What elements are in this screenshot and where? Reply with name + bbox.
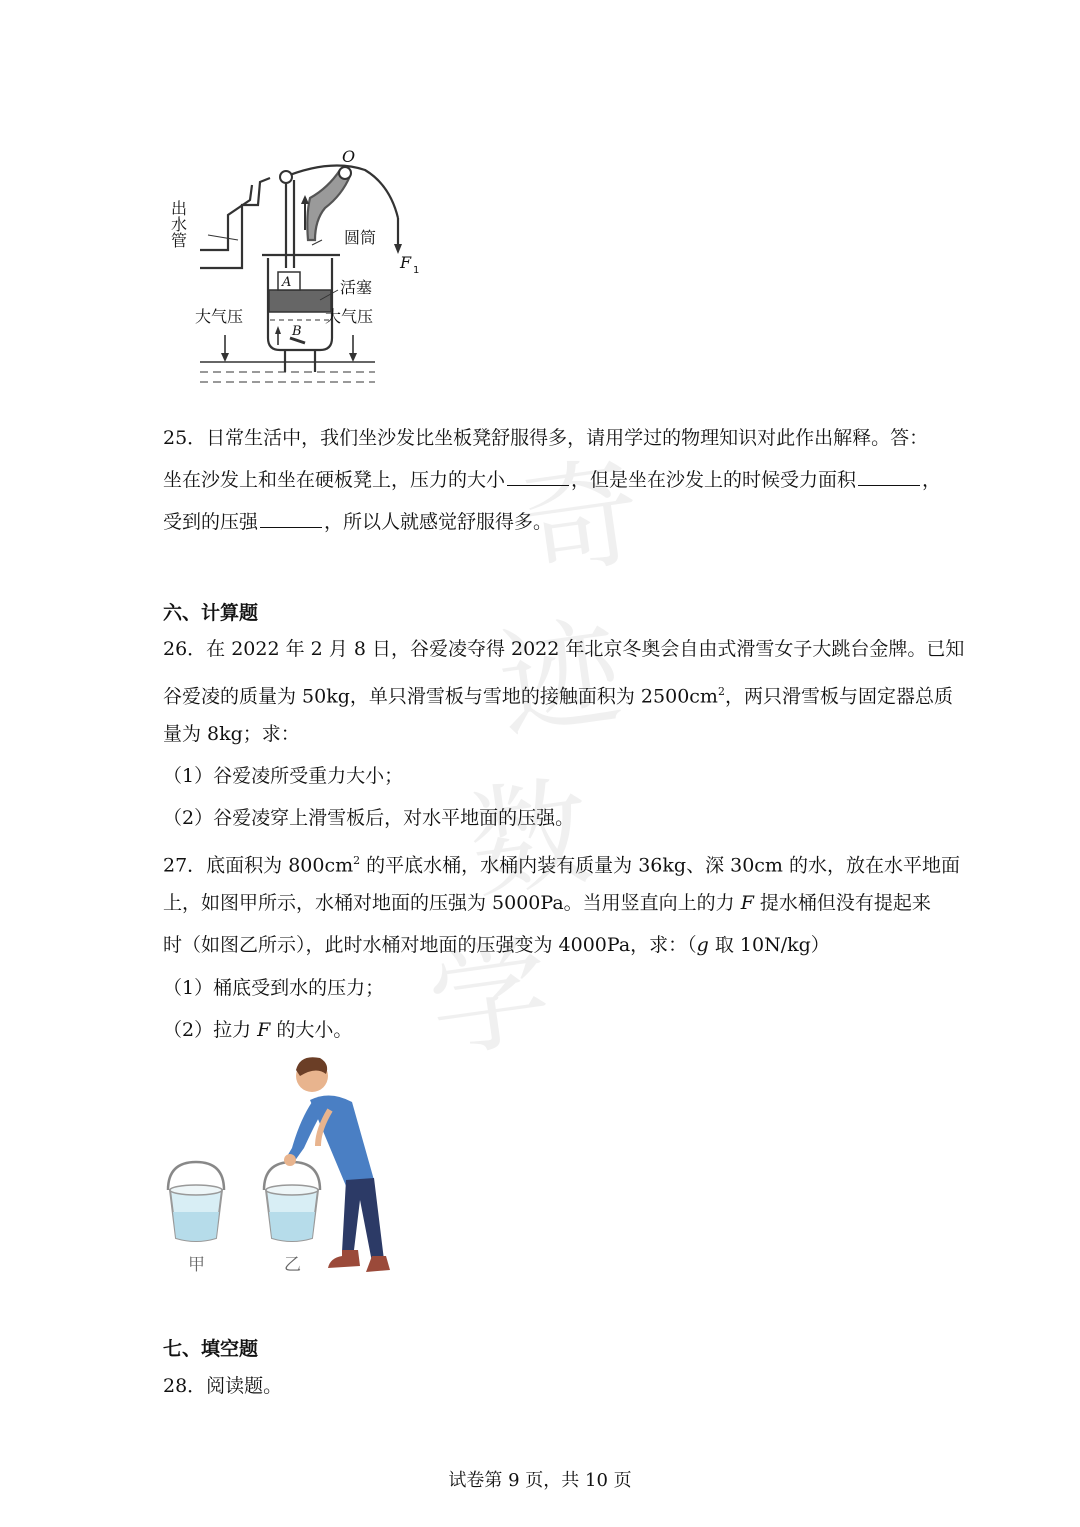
label-valve-a: A [282, 275, 292, 290]
q27-sub-2-var-f: F [257, 1019, 271, 1041]
q26-line-1: 26．在 2022 年 2 月 8 日，谷爱凌夺得 2022 年北京冬奥会自由式滑雪女子大跳台金牌。已知 [163, 638, 965, 660]
q25-line-3-part-a: 受到的压强 [163, 511, 259, 533]
q26-line-2 [163, 680, 953, 708]
label-pivot-o: O [342, 147, 356, 166]
q27-line-3-part-a: 时（如图乙所示），此时水桶对地面的压强变为 4000Pa，求：（ [163, 934, 697, 956]
label-force-sub: 1 [413, 265, 420, 276]
bucket-b [264, 1162, 320, 1241]
q27-line-1-part-b: 的平底水桶，水桶内装有质量为 36kg、深 30cm 的水，放在水平地面 [360, 854, 960, 877]
q25-line-2-part-c: ， [922, 469, 942, 491]
label-valve-b: B [292, 324, 302, 339]
q27-line-2 [163, 891, 931, 915]
q26-sub-1: （1）谷爱凌所受重力大小； [163, 765, 404, 787]
q27-sub-2 [163, 1018, 352, 1042]
section-6-title: 六、计算题 [163, 602, 259, 624]
q27-sub-2-part-a: （2）拉力 [163, 1019, 258, 1041]
bucket-a [168, 1162, 224, 1241]
section-7-title: 七、填空题 [163, 1338, 259, 1360]
q27-sub-2-part-b: 的大小。 [270, 1019, 353, 1041]
q26-sub-2: （2）谷爱凌穿上滑雪板后，对水平地面的压强。 [163, 807, 575, 829]
watermark-char-1: 奇 [510, 442, 650, 597]
q27-line-1-part-a: 27．底面积为 800cm [163, 854, 354, 877]
q25-blank-3[interactable] [260, 511, 322, 528]
label-atm-right: 大气压 [325, 307, 374, 326]
watermark-char-4: 学 [420, 922, 560, 1077]
bucket-b-label: 乙 [284, 1255, 301, 1275]
watermark-char-3: 数 [460, 762, 600, 917]
q27-line-2-part-a: 上，如图甲所示，水桶对地面的压强为 5000Pa。当用竖直向上的力 [163, 892, 741, 914]
label-outlet-1: 出水管 [168, 200, 188, 248]
q25-blank-2[interactable] [858, 469, 920, 486]
q25-line-1: 25．日常生活中，我们坐沙发比坐板凳舒服得多，请用学过的物理知识对此作出解释。答： [163, 427, 929, 449]
q25-line-3 [163, 510, 552, 534]
q27-line-3 [163, 933, 830, 957]
q28-line-1: 28．阅读题。 [163, 1375, 283, 1397]
label-force-f: F [400, 253, 412, 272]
bucket-illustration [160, 1050, 400, 1280]
q27-line-3-part-b: 取 10N/kg） [708, 934, 830, 956]
q25-blank-1[interactable] [507, 469, 569, 486]
pump-diagram [160, 140, 430, 395]
label-piston: 活塞 [340, 278, 373, 297]
q25-line-3-part-b: ，所以人就感觉舒服得多。 [324, 511, 553, 533]
label-atm-left: 大气压 [195, 307, 244, 326]
q27-line-2-var-f: F [740, 892, 754, 914]
label-cylinder: 圆筒 [344, 228, 377, 247]
bucket-a-label: 甲 [188, 1255, 205, 1275]
q27-line-1 [163, 849, 960, 877]
q26-line-2-part-b: ，两只滑雪板与固定器总质 [724, 685, 953, 708]
q26-line-2-part-a: 谷爱凌的质量为 50kg，单只滑雪板与雪地的接触面积为 2500cm [163, 685, 718, 708]
q25-line-2 [163, 468, 941, 492]
q25-line-2-part-a: 坐在沙发上和坐在硬板凳上，压力的大小 [163, 469, 506, 491]
q25-line-2-part-b: ，但是坐在沙发上的时候受力面积 [571, 469, 857, 491]
q27-line-3-var-g: g [696, 934, 709, 956]
q27-line-1-sup: 2 [353, 854, 361, 867]
page-footer: 试卷第 9 页，共 10 页 [448, 1470, 632, 1491]
watermark-char-2: 迹 [490, 602, 630, 757]
q26-line-3: 量为 8kg；求： [163, 723, 300, 745]
q26-line-2-sup: 2 [717, 685, 725, 698]
q27-sub-1: （1）桶底受到水的压力； [163, 977, 385, 999]
q27-line-2-part-b: 提水桶但没有提起来 [753, 892, 931, 914]
